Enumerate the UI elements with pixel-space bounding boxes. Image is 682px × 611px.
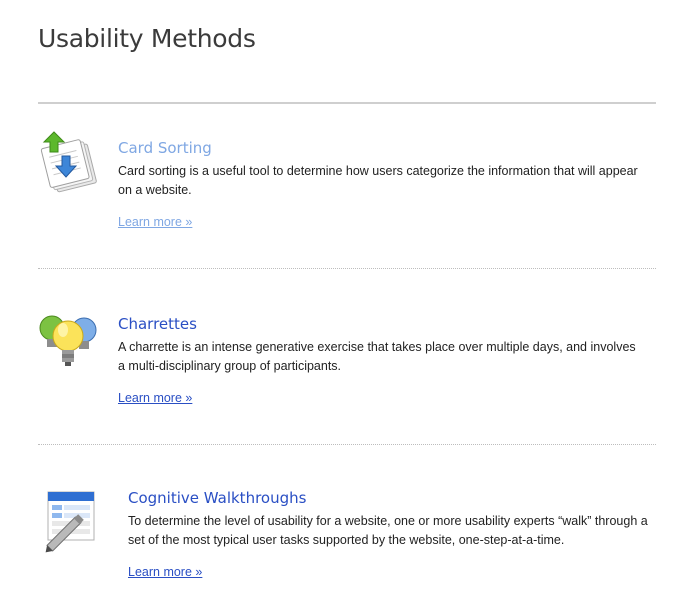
method-description: A charrette is an intense generative exercise that takes place over multiple days, and involves a multi-disciplinary group of participants. (118, 340, 636, 373)
learn-more-link[interactable]: Learn more » (118, 215, 193, 229)
page-title: Usability Methods (38, 24, 256, 53)
section-divider (38, 268, 656, 269)
light-bulbs-icon (38, 306, 102, 370)
method-title[interactable]: Charrettes (118, 315, 197, 333)
method-description: To determine the level of usability for a website, one or more usability experts “walk” through a set of the most typical user tasks supported by the website, one-step-at-a-time. (128, 514, 648, 547)
card-sorting-icon (38, 130, 102, 194)
method-title[interactable]: Cognitive Walkthroughs (128, 489, 307, 507)
learn-more-link[interactable]: Learn more » (118, 391, 193, 405)
document-pencil-icon (38, 488, 102, 552)
method-title[interactable]: Card Sorting (118, 139, 212, 157)
method-cognitive-walkthroughs (38, 476, 656, 586)
title-divider (38, 102, 656, 104)
method-card-sorting (38, 128, 656, 238)
learn-more-link[interactable]: Learn more » (128, 565, 203, 579)
method-description: Card sorting is a useful tool to determine how users categorize the information that will appear on a website. (118, 164, 638, 197)
method-charrettes (38, 300, 656, 410)
section-divider (38, 444, 656, 445)
